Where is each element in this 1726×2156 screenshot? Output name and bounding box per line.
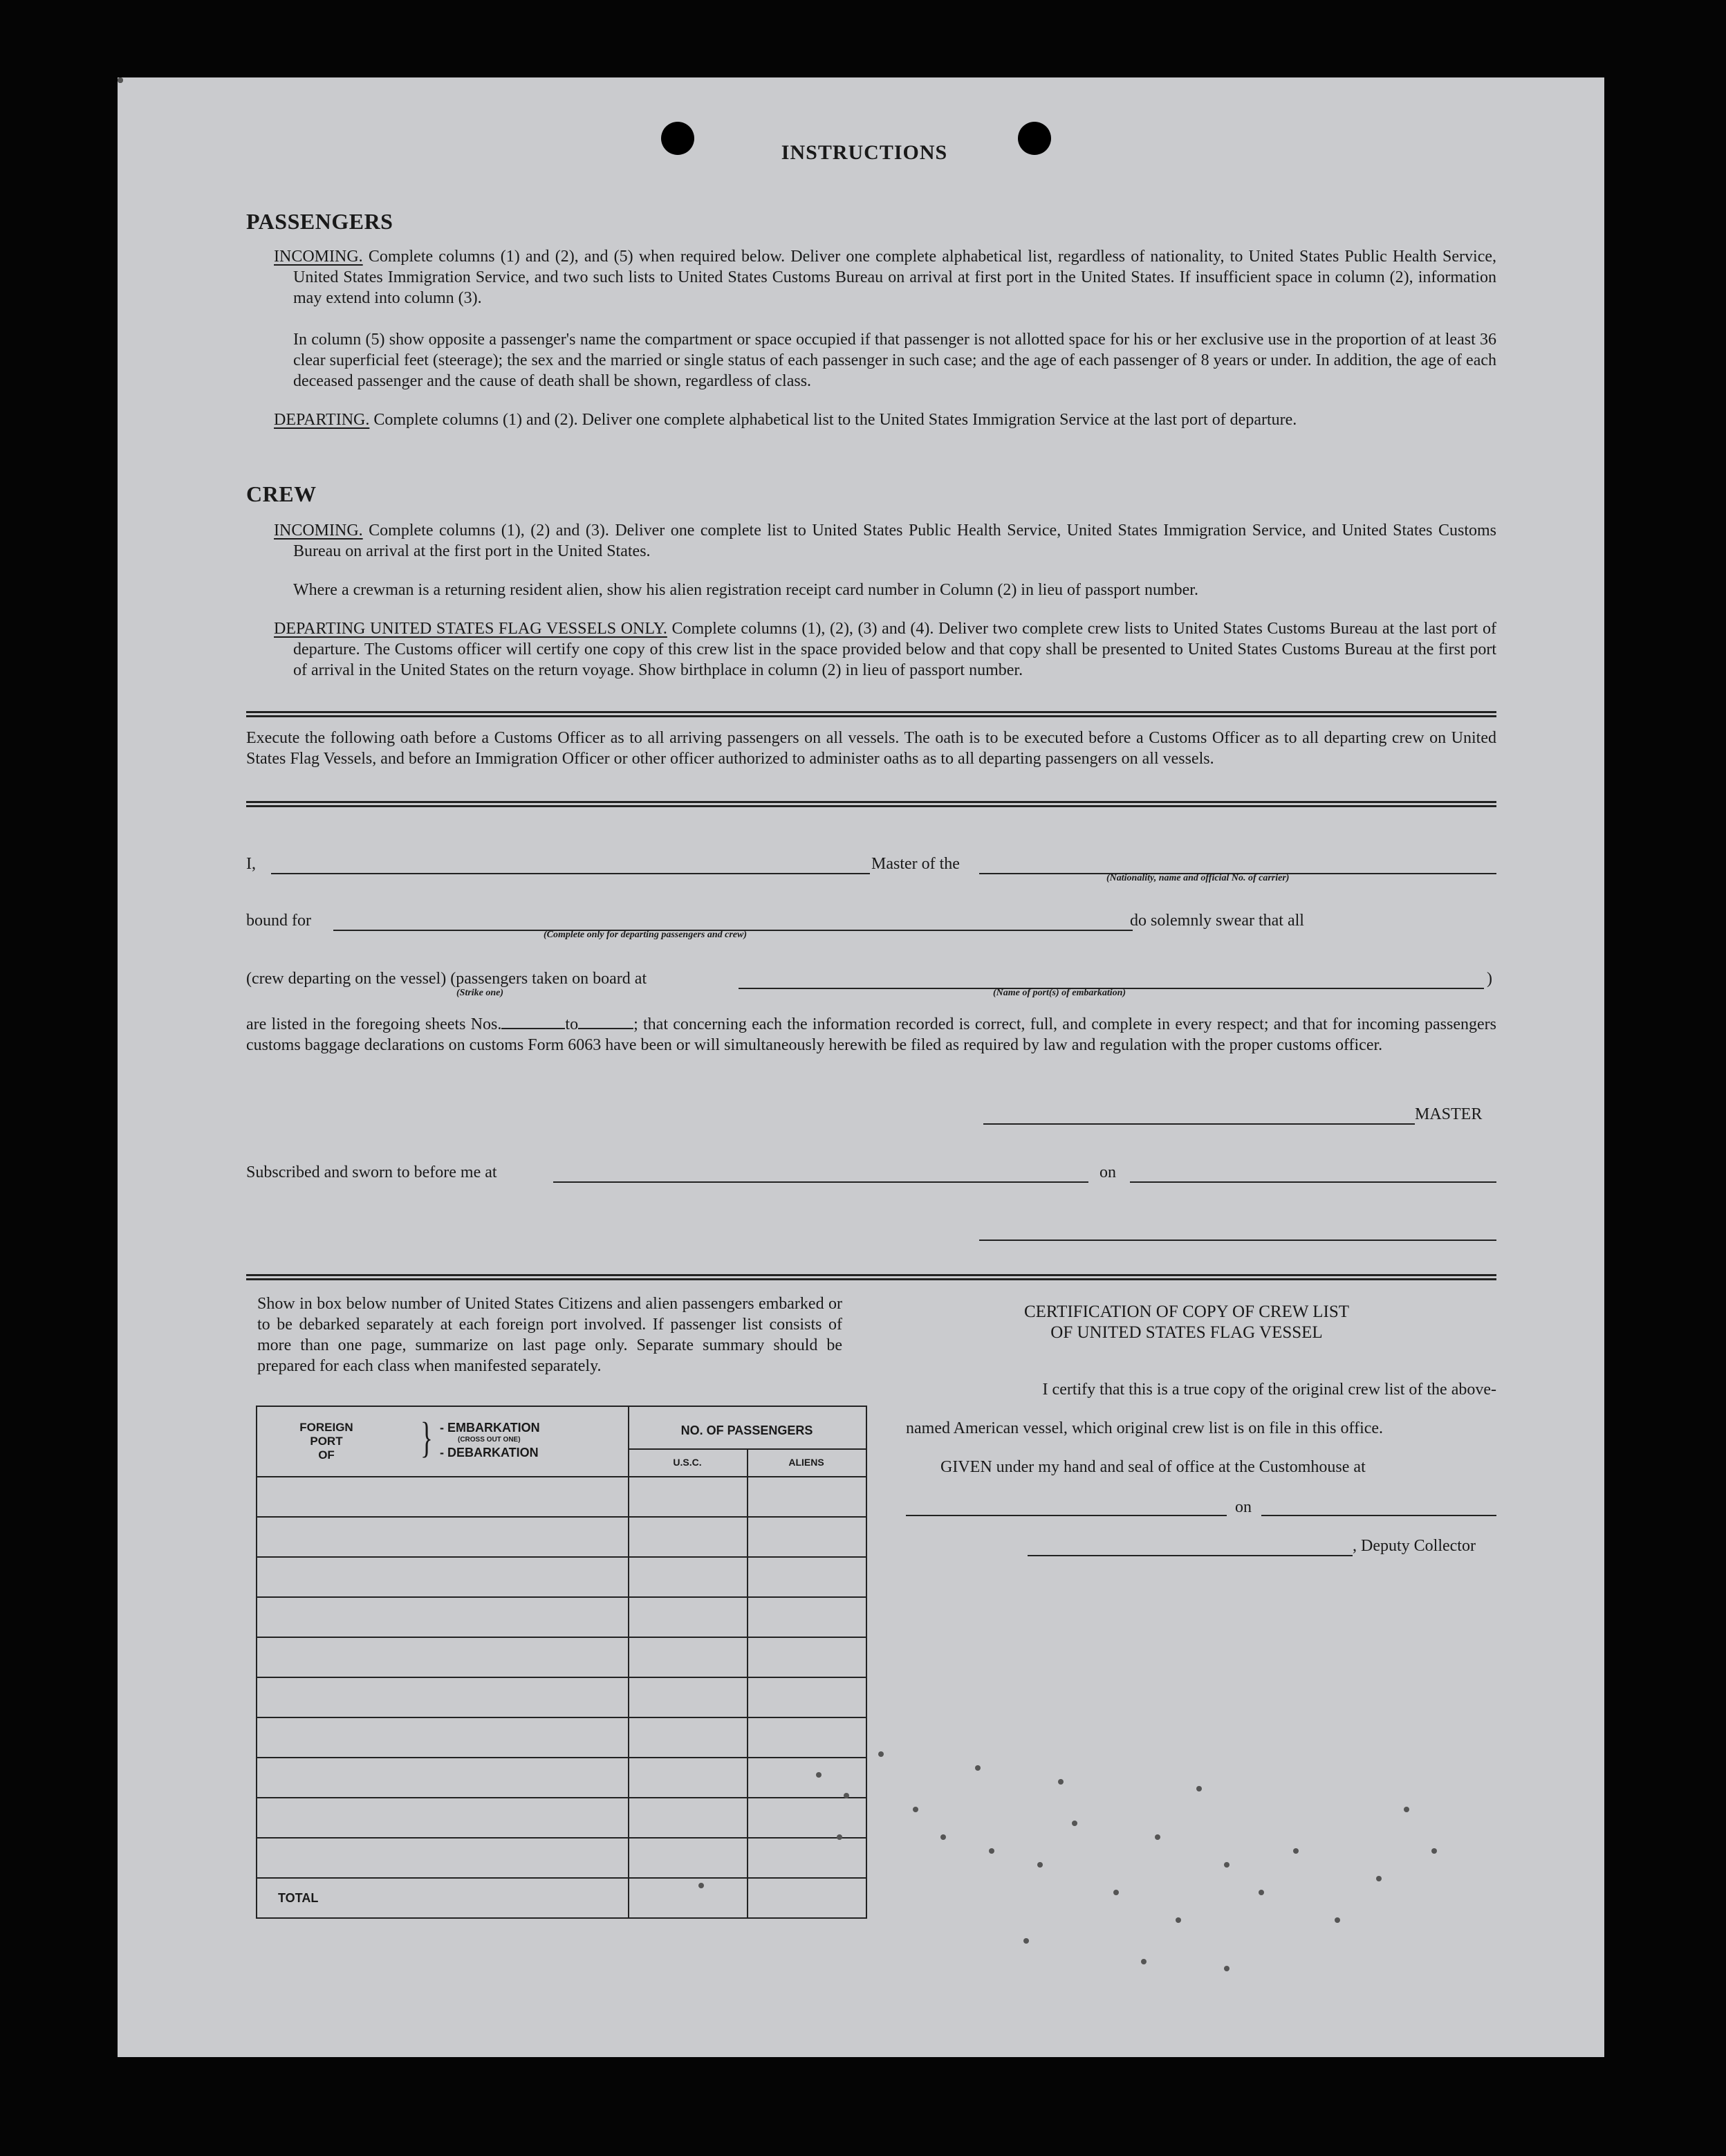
oath-intro-text: Execute the following oath before a Customs Officer as to all arriving passengers on all vessels. The oath is to be executed before a Customs Officer as to all departing crew on United States Flag Vessels, and before an Immigration Officer or other officer authorized to administer oaths as to all departing passengers on all vessels. <box>246 729 1496 768</box>
table-row-line <box>257 1797 866 1798</box>
crew-alien-paragraph <box>293 580 1496 600</box>
divider-double-3 <box>246 1274 1496 1280</box>
passengers-departing-lead: DEPARTING. <box>274 411 370 429</box>
speckle-mark <box>878 1751 884 1757</box>
table-header-sub-line <box>628 1448 866 1450</box>
crew-incoming-paragraph <box>274 520 1496 562</box>
speckle-mark <box>698 1883 704 1888</box>
table-divider-ports <box>628 1407 629 1917</box>
speckle-mark <box>844 1793 849 1798</box>
oath-intro-paragraph <box>246 728 1496 769</box>
speckle-mark <box>1259 1890 1264 1895</box>
table-divider-usc <box>747 1448 748 1917</box>
speckle-mark <box>1431 1848 1437 1854</box>
speckle-mark <box>1404 1807 1409 1812</box>
swear-label: do solemnly swear that all <box>1130 912 1304 930</box>
deputy-collector-label: , Deputy Collector <box>1353 1537 1476 1555</box>
debarkation-label: - DEBARKATION <box>440 1446 539 1459</box>
crew-departing-text: Complete columns (1), (2), (3) and (4). Deliver two complete crew lists to United States Customs Bureau at the last port of departure. The Customs officer will certify one copy of this crew list in the space provided below and that copy shall be presented to United States Customs Bureau at the first port of arrival in the United States on the return voyage. Show birthplace in column (2) in lieu of passport number. <box>293 620 1496 679</box>
table-row-line <box>257 1837 866 1839</box>
speckle-mark <box>816 1772 822 1778</box>
table-row-line <box>257 1596 866 1598</box>
ports-note: (Name of port(s) of embarkation) <box>993 988 1126 998</box>
crew-departing-label: (crew departing on the vessel) (passengers taken on board at <box>246 970 647 988</box>
speckle-mark <box>1376 1876 1382 1881</box>
certify-line-2: named American vessel, which original crew list is on file in this office. <box>906 1419 1384 1437</box>
speckle-mark <box>1335 1917 1340 1923</box>
speckle-mark <box>1023 1938 1029 1944</box>
complete-only-note: (Complete only for departing passengers and crew) <box>544 930 747 940</box>
subscribed-date-line[interactable] <box>1130 1181 1496 1183</box>
passenger-summary-table <box>256 1406 867 1919</box>
table-row-line <box>257 1877 866 1879</box>
speckle-mark <box>1224 1862 1229 1868</box>
speckle-mark <box>837 1834 842 1840</box>
speckle-mark <box>1113 1890 1119 1895</box>
passengers-incoming-text: Complete columns (1) and (2), and (5) when required below. Deliver one complete alphabetical list, regardless of nationality, to United States Public Health Service, United States Immigration Service, and two such lists to United States Customs Bureau on arrival at first port in the United States. If insufficient space in column (2), information may extend into column (3). <box>293 248 1496 307</box>
given-line: GIVEN under my hand and seal of office at the Customhouse at <box>940 1458 1366 1476</box>
officer-signature-line[interactable] <box>979 1240 1496 1241</box>
table-row-line <box>257 1637 866 1638</box>
passengers-column5-text: In column (5) show opposite a passenger's name the compartment or space occupied if that passenger is not allotted space for his or her exclusive use in the proportion of at least 36 clear superficial feet (steerage); the sex and the married or single status of each passenger in such case; and the age of each passenger of 8 years or under. In addition, the age of each deceased passenger and the cause of death shall be shown, regardless of class. <box>293 331 1496 390</box>
crew-incoming-text: Complete columns (1), (2) and (3). Deliver one complete list to United States Public Health Service, United States Immigration Service, and United States Customs Bureau on arrival at the first port in the United States. <box>293 522 1496 560</box>
speckle-mark <box>118 77 123 83</box>
speckle-mark <box>1293 1848 1299 1854</box>
table-row-line <box>257 1757 866 1758</box>
subscribed-at-line[interactable] <box>553 1181 1088 1183</box>
speckle-mark <box>913 1807 918 1812</box>
usc-label: U.S.C. <box>673 1457 702 1468</box>
table-row-line <box>257 1717 866 1718</box>
listed-paragraph <box>246 1014 1496 1056</box>
speckle-mark <box>1141 1959 1147 1964</box>
passengers-column5-paragraph <box>293 329 1496 391</box>
passengers-departing-paragraph <box>274 409 1496 430</box>
subscribed-label: Subscribed and sworn to before me at <box>246 1163 497 1181</box>
master-of-the-label: Master of the <box>871 855 960 873</box>
speckle-mark <box>1037 1862 1043 1868</box>
no-of-passengers-label: NO. OF PASSENGERS <box>680 1423 813 1437</box>
crew-alien-text: Where a crewman is a returning resident alien, show his alien registration receipt card number in Column (2) in lieu of passport number. <box>293 581 1198 599</box>
passengers-incoming-paragraph <box>274 246 1496 308</box>
speckle-mark <box>1058 1779 1064 1785</box>
embarkation-label: - EMBARKATION <box>440 1421 540 1435</box>
crew-heading: CREW <box>246 481 317 506</box>
speckle-mark <box>1155 1834 1160 1840</box>
speckle-mark <box>1224 1966 1229 1971</box>
oath-i-label: I, <box>246 855 256 873</box>
of-label: OF <box>318 1448 335 1462</box>
nationality-note: (Nationality, name and official No. of carrier) <box>1106 873 1290 883</box>
cross-out-label: (CROSS OUT ONE) <box>458 1436 521 1444</box>
close-paren: ) <box>1487 970 1492 988</box>
certification-title-line-2: OF UNITED STATES FLAG VESSEL <box>1050 1323 1323 1342</box>
master-name-line[interactable] <box>271 873 870 874</box>
speckle-mark <box>940 1834 946 1840</box>
customhouse-line[interactable] <box>906 1515 1227 1516</box>
summary-intro-text: Show in box below number of United States Citizens and alien passengers embarked or to be debarked separately at each foreign port involved. If passenger list consists of more than one page, summarize on last page only. Separate summary should be prepared for each class when manifested separately. <box>257 1295 842 1375</box>
table-row-line <box>257 1476 866 1477</box>
speckle-mark <box>1196 1786 1202 1791</box>
master-label: MASTER <box>1415 1105 1483 1123</box>
speckle-mark <box>975 1765 981 1771</box>
sheet-from-blank[interactable] <box>501 1028 565 1029</box>
subscribed-on-label: on <box>1099 1163 1116 1181</box>
port-label: PORT <box>310 1435 343 1448</box>
certify-line-1: I certify that this is a true copy of the original crew list of the above- <box>1042 1381 1496 1399</box>
foreign-label: FOREIGN <box>299 1421 353 1434</box>
form-sheet <box>118 77 1604 2057</box>
brace-icon: } <box>420 1415 433 1462</box>
strike-one-note: (Strike one) <box>456 988 504 998</box>
speckle-mark <box>989 1848 994 1854</box>
divider-double-1 <box>246 711 1496 717</box>
sheet-to-blank[interactable] <box>578 1028 633 1029</box>
certification-title <box>993 1302 1380 1343</box>
bound-for-label: bound for <box>246 912 311 930</box>
foreign-port-of-label <box>285 1421 368 1462</box>
page-title: INSTRUCTIONS <box>781 141 948 164</box>
divider-double-2 <box>246 801 1496 807</box>
listed-to: to <box>565 1015 579 1033</box>
certification-title-line-1: CERTIFICATION OF COPY OF CREW LIST <box>1023 1302 1350 1321</box>
passengers-departing-text: Complete columns (1) and (2). Deliver one complete alphabetical list to the United States Immigration Service at the last port of departure. <box>369 411 1297 429</box>
passengers-incoming-lead: INCOMING. <box>274 248 363 266</box>
table-row-line <box>257 1556 866 1558</box>
certification-date-line[interactable] <box>1261 1515 1496 1516</box>
table-row-line <box>257 1516 866 1518</box>
table-row-line <box>257 1677 866 1678</box>
crew-departing-lead: DEPARTING UNITED STATES FLAG VESSELS ONLY. <box>274 620 667 638</box>
total-label: TOTAL <box>278 1891 319 1905</box>
speckle-mark <box>1176 1917 1181 1923</box>
aliens-label: ALIENS <box>788 1457 824 1468</box>
certification-on-label: on <box>1235 1498 1252 1516</box>
passengers-heading: PASSENGERS <box>246 209 393 234</box>
listed-text-b: ; that concerning each the information recorded is correct, full, and complete in every respect; and that for incoming passengers customs baggage declarations on customs Form 6063 have been or will simultaneously herewith be filed as required by law and regulation with the proper customs officer. <box>246 1015 1496 1054</box>
summary-intro-paragraph <box>257 1293 842 1376</box>
crew-departing-paragraph <box>274 618 1496 681</box>
deputy-signature-line[interactable] <box>1028 1555 1353 1556</box>
listed-text-a: are listed in the foregoing sheets Nos. <box>246 1015 502 1033</box>
master-signature-line[interactable] <box>983 1123 1415 1125</box>
crew-incoming-lead: INCOMING. <box>274 522 363 540</box>
speckle-mark <box>1072 1821 1077 1826</box>
